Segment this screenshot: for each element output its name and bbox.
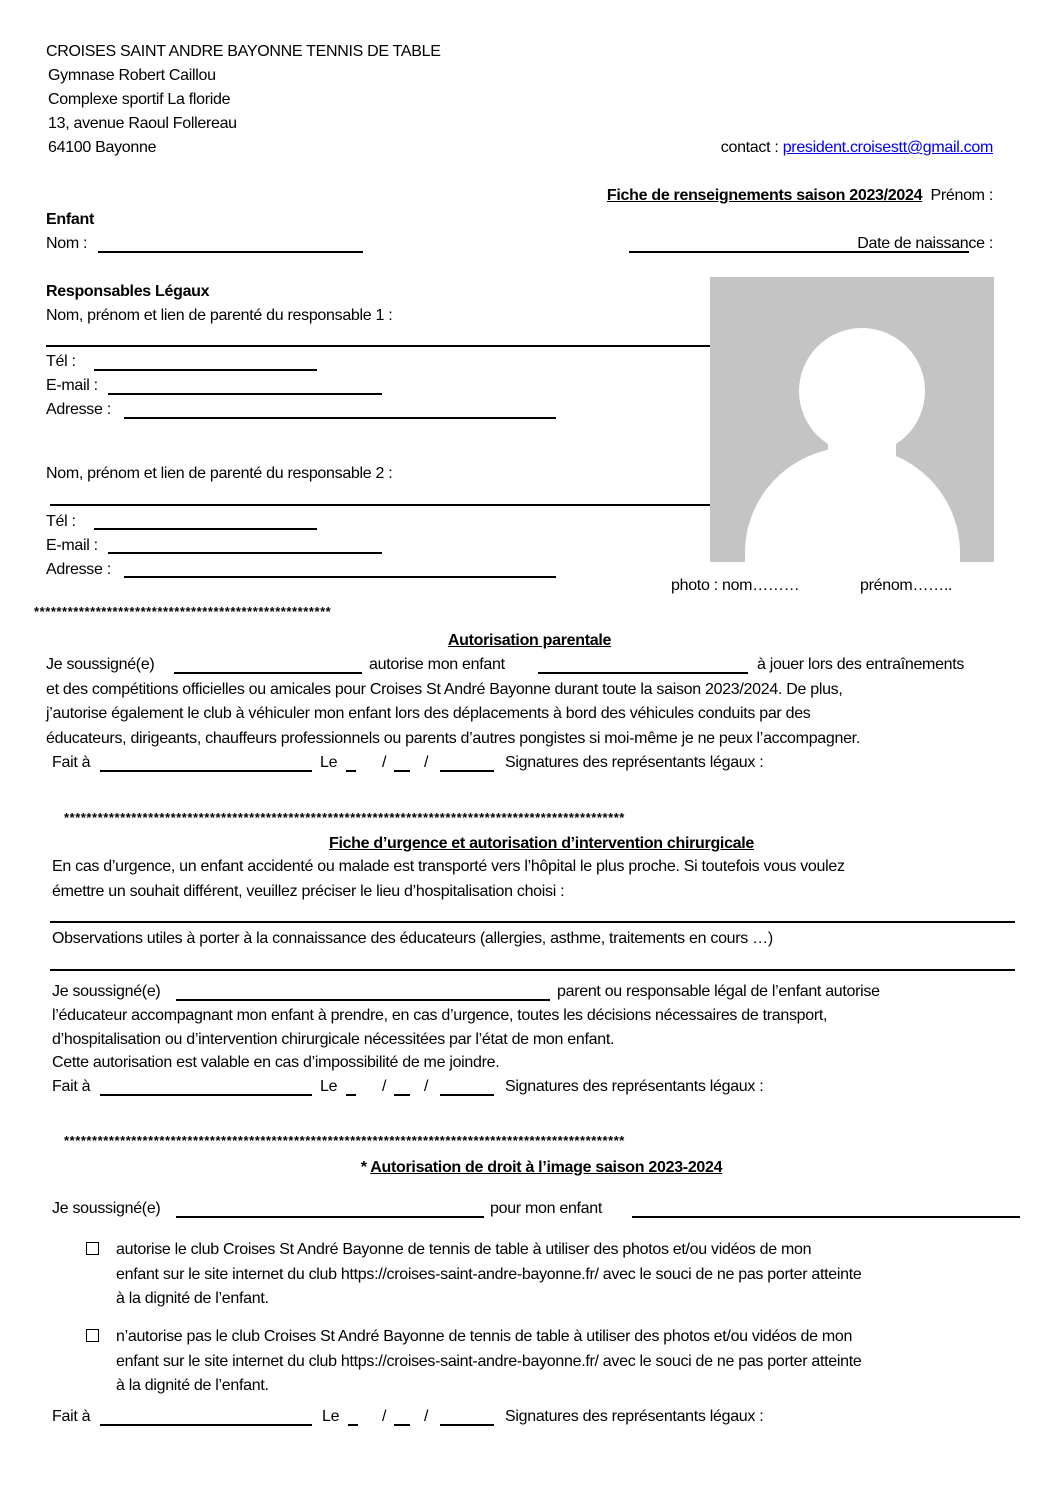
image-rights-parent-name-field[interactable] — [176, 1216, 484, 1218]
contact-email-link[interactable]: president.croisestt@gmail.com — [782, 139, 993, 156]
le-label: Le — [320, 1078, 338, 1095]
emergency-day-field[interactable] — [346, 1094, 356, 1096]
resp1-tel-field[interactable] — [94, 369, 317, 371]
observations-label: Observations utiles à porter à la connaissance des éducateurs (allergies, asthme, traitements en cours …) — [52, 930, 773, 947]
emergency-title — [0, 834, 1059, 854]
image-rights-line-b: pour mon enfant — [490, 1200, 603, 1217]
resp1-email-label: E-mail : — [46, 377, 98, 394]
resp1-name-field[interactable] — [46, 345, 710, 347]
image-rights-year-field[interactable] — [440, 1424, 494, 1426]
date-sep: / — [424, 1408, 429, 1425]
emergency-line2: émettre un souhait différent, veuillez préciser le lieu d’hospitalisation choisi : — [52, 883, 565, 900]
hospital-choice-field[interactable] — [50, 921, 1015, 923]
image-rights-month-field[interactable] — [394, 1424, 410, 1426]
guardians-heading: Responsables Légaux — [46, 283, 210, 300]
parental-line2: et des compétitions officielles ou amicales pour Croises St André Bayonne durant toute la saison 2023/2024. De plus, — [46, 681, 843, 698]
consent-line1a: Je soussigné(e) — [52, 983, 161, 1000]
parental-line1b: autorise mon enfant — [369, 656, 505, 673]
parental-line3: j’autorise également le club à véhiculer mon enfant lors des déplacements à bord des véhicules conduits par des — [46, 705, 811, 722]
parental-line1a: Je soussigné(e) — [46, 656, 155, 673]
consent-parent-name-field[interactable] — [176, 999, 550, 1001]
image-rights-day-field[interactable] — [348, 1424, 358, 1426]
resp1-address-field[interactable] — [124, 417, 556, 419]
image-rights-fait-field[interactable] — [100, 1424, 312, 1426]
separator: **************************************************************************************************** — [64, 810, 625, 825]
parental-year-field[interactable] — [440, 770, 494, 772]
image-rights-child-name-field[interactable] — [632, 1216, 1020, 1218]
consent-line1b: parent ou responsable légal de l’enfant autorise — [557, 983, 880, 1000]
parental-day-field[interactable] — [346, 770, 356, 772]
image-rights-title — [0, 1158, 1059, 1178]
emergency-title-text: Fiche d’urgence et autorisation d’intervention chirurgicale — [328, 835, 755, 852]
authorize-option-line: à la dignité de l’enfant. — [116, 1290, 269, 1307]
date-sep: / — [424, 1078, 429, 1095]
photo-nom-caption: photo : nom……… — [671, 577, 800, 594]
date-sep: / — [382, 754, 387, 771]
child-nom-field[interactable] — [98, 251, 363, 253]
address-line: 13, avenue Raoul Follereau — [48, 115, 237, 132]
child-heading: Enfant — [46, 211, 94, 228]
emergency-year-field[interactable] — [440, 1094, 494, 1096]
not-authorize-option-line: enfant sur le site internet du club https://croises-saint-andre-bayonne.fr/ avec le souci de ne pas porter atteinte — [116, 1352, 862, 1370]
birth-date-label: Date de naissance : — [857, 235, 993, 252]
parental-title-text: Autorisation parentale — [447, 632, 612, 649]
fait-label: Fait à — [52, 1078, 91, 1095]
address-line: 64100 Bayonne — [48, 139, 157, 156]
resp2-address-label: Adresse : — [46, 561, 111, 578]
consent-line4: Cette autorisation est valable en cas d’impossibilité de me joindre. — [52, 1054, 500, 1071]
le-label: Le — [320, 754, 338, 771]
parental-parent-name-field[interactable] — [174, 672, 362, 674]
date-sep: / — [382, 1078, 387, 1095]
observations-field[interactable] — [50, 969, 1015, 971]
authorize-option-line: enfant sur le site internet du club https://croises-saint-andre-bayonne.fr/ avec le souci de ne pas porter atteinte — [116, 1265, 862, 1283]
date-sep: / — [424, 754, 429, 771]
form-title: Fiche de renseignements saison 2023/2024 — [606, 187, 923, 204]
club-name: CROISES SAINT ANDRE BAYONNE TENNIS DE TABLE — [46, 43, 441, 60]
resp2-email-field[interactable] — [108, 552, 382, 554]
authorize-option-text — [116, 1238, 862, 1312]
fait-label: Fait à — [52, 1408, 91, 1425]
authorize-option-line: autorise le club Croises St André Bayonne de tennis de table à utiliser des photos et/ou vidéos de mon — [116, 1241, 812, 1258]
silhouette-body — [745, 447, 960, 562]
resp1-label: Nom, prénom et lien de parenté du responsable 1 : — [46, 307, 393, 324]
resp1-tel-label: Tél : — [46, 353, 76, 370]
resp2-email-label: E-mail : — [46, 537, 98, 554]
authorize-checkbox[interactable] — [86, 1242, 99, 1255]
signatures-label: Signatures des représentants légaux : — [505, 1078, 764, 1095]
image-rights-title-prefix: * — [360, 1159, 371, 1176]
not-authorize-option-text — [116, 1325, 862, 1399]
parental-title — [0, 631, 1059, 651]
resp2-label: Nom, prénom et lien de parenté du responsable 2 : — [46, 465, 393, 482]
parental-month-field[interactable] — [394, 770, 410, 772]
parental-line1c: à jouer lors des entraînements — [757, 656, 965, 673]
contact-label: contact : — [720, 139, 783, 156]
not-authorize-option-line: n’autorise pas le club Croises St André Bayonne de tennis de table à utiliser des photos et/ou vidéos de mon — [116, 1328, 853, 1345]
signatures-label: Signatures des représentants légaux : — [505, 754, 764, 771]
parental-fait-field[interactable] — [100, 770, 312, 772]
child-nom-label: Nom : — [46, 235, 88, 252]
resp1-address-label: Adresse : — [46, 401, 111, 418]
resp2-name-field[interactable] — [50, 504, 710, 506]
not-authorize-option-line: à la dignité de l’enfant. — [116, 1377, 269, 1394]
emergency-line1: En cas d’urgence, un enfant accidenté ou malade est transporté vers l’hôpital le plus proche. Si toutefois vous voulez — [52, 858, 845, 875]
signatures-label: Signatures des représentants légaux : — [505, 1408, 764, 1425]
resp2-address-field[interactable] — [124, 576, 556, 578]
photo-placeholder[interactable] — [710, 277, 994, 562]
fait-label: Fait à — [52, 754, 91, 771]
consent-line2: l’éducateur accompagnant mon enfant à prendre, en cas d’urgence, toutes les décisions nécessaires de transport, — [52, 1007, 828, 1024]
address-line: Gymnase Robert Caillou — [48, 67, 216, 84]
separator: ***************************************************** — [34, 604, 332, 619]
image-rights-title-text: Autorisation de droit à l’image saison 2023-2024 — [370, 1159, 723, 1176]
resp2-tel-label: Tél : — [46, 513, 76, 530]
emergency-month-field[interactable] — [394, 1094, 410, 1096]
prenom-label: Prénom : — [930, 187, 993, 204]
le-label: Le — [322, 1408, 340, 1425]
contact — [721, 138, 993, 158]
emergency-fait-field[interactable] — [100, 1094, 312, 1096]
date-sep: / — [382, 1408, 387, 1425]
separator: **************************************************************************************************** — [64, 1133, 625, 1148]
photo-prenom-caption: prénom…….. — [860, 577, 953, 594]
not-authorize-checkbox[interactable] — [86, 1329, 99, 1342]
parental-line4: éducateurs, dirigeants, chauffeurs professionnels ou parents d’autres pongistes si moi-même je ne peux l’accompagner. — [46, 730, 860, 747]
parental-child-name-field[interactable] — [538, 672, 748, 674]
image-rights-line-a: Je soussigné(e) — [52, 1200, 161, 1217]
address-line: Complexe sportif La floride — [48, 91, 231, 108]
resp2-tel-field[interactable] — [94, 528, 317, 530]
form-title-row — [607, 186, 993, 206]
resp1-email-field[interactable] — [108, 393, 382, 395]
consent-line3: d’hospitalisation ou d’intervention chirurgicale nécessitées par l’état de mon enfant. — [52, 1031, 615, 1048]
